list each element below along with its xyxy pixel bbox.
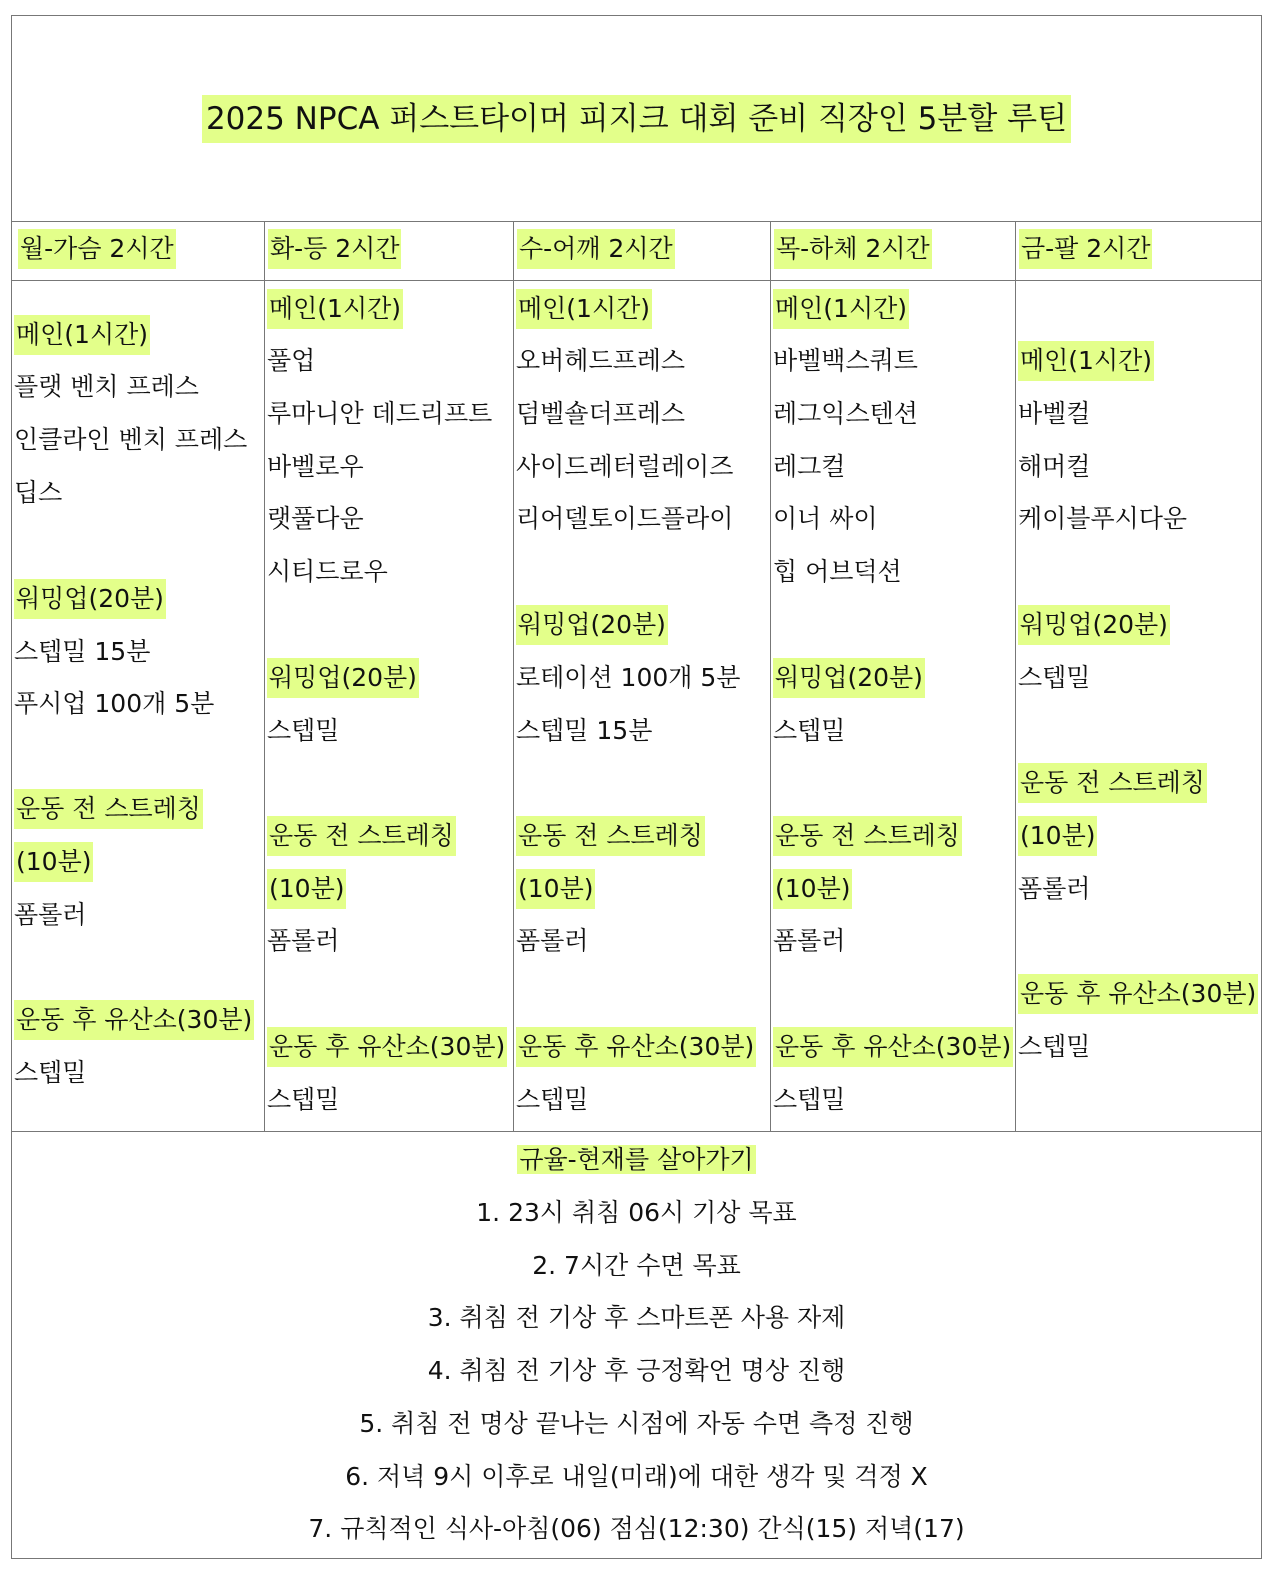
day-column-tue (264, 281, 513, 1131)
exercise-item: 덤벨숄더프레스 (516, 399, 686, 428)
routine-table (11, 15, 1262, 1559)
exercise-item: 오버헤드프레스 (516, 346, 686, 375)
main-title: 메인(1시간) (267, 289, 403, 329)
exercise-item: 이너 싸이 (773, 504, 878, 533)
day-column-thu (770, 281, 1015, 1131)
day-column-mon (12, 281, 264, 1131)
stretch-title: 운동 전 스트레칭 (1018, 763, 1207, 803)
page-title: 2025 NPCA 퍼스트타이머 피지크 대회 준비 직장인 5분할 루틴 (202, 95, 1071, 143)
day-label-thu: 목-하체 2시간 (774, 229, 932, 269)
cardio-title: 운동 후 유산소(30분) (267, 1027, 507, 1067)
rules-title-wrap (12, 1140, 1261, 1180)
header-cell-wed (513, 222, 770, 280)
main-title: 메인(1시간) (773, 289, 909, 329)
exercise-item: 사이드레터럴레이즈 (516, 452, 734, 481)
stretch-item: 폼롤러 (1018, 874, 1091, 903)
cardio-title: 운동 후 유산소(30분) (773, 1027, 1013, 1067)
cardio-item: 스텝밀 (516, 1085, 589, 1114)
rule-item: 7. 규칙적인 식사-아침(06) 점심(12:30) 간식(15) 저녁(17) (308, 1514, 965, 1543)
stretch-duration: (10분) (516, 869, 595, 909)
exercise-item: 시티드로우 (267, 557, 388, 586)
warmup-item: 스텝밀 (1018, 663, 1091, 692)
exercise-item: 루마니안 데드리프트 (267, 399, 493, 428)
warmup-title: 워밍업(20분) (1018, 605, 1170, 645)
rule-item: 2. 7시간 수면 목표 (532, 1251, 741, 1280)
day-header-row (12, 222, 1261, 281)
stretch-title: 운동 전 스트레칭 (267, 816, 456, 856)
header-cell-tue (264, 222, 513, 280)
stretch-item: 폼롤러 (773, 926, 846, 955)
cardio-item: 스텝밀 (14, 1058, 87, 1087)
stretch-item: 폼롤러 (267, 926, 340, 955)
cardio-item: 스텝밀 (267, 1085, 340, 1114)
rule-item: 6. 저녁 9시 이후로 내일(미래)에 대한 생각 및 걱정 X (345, 1462, 928, 1491)
exercise-item: 바벨로우 (267, 452, 364, 481)
stretch-duration: (10분) (773, 869, 852, 909)
warmup-item: 스텝밀 15분 (14, 637, 151, 666)
header-cell-fri (1015, 222, 1261, 280)
cardio-title: 운동 후 유산소(30분) (516, 1027, 756, 1067)
day-label-wed: 수-어깨 2시간 (517, 229, 675, 269)
exercise-item: 힙 어브덕션 (773, 557, 902, 586)
stretch-title: 운동 전 스트레칭 (14, 789, 203, 829)
stretch-duration: (10분) (14, 842, 93, 882)
rule-item: 1. 23시 취침 06시 기상 목표 (476, 1198, 797, 1227)
main-title: 메인(1시간) (1018, 341, 1154, 381)
rules-title: 규율-현재를 살아가기 (519, 1145, 754, 1174)
cardio-item: 스텝밀 (773, 1085, 846, 1114)
exercise-item: 케이블푸시다운 (1018, 504, 1188, 533)
stretch-title: 운동 전 스트레칭 (516, 816, 705, 856)
cardio-title: 운동 후 유산소(30분) (1018, 974, 1258, 1014)
warmup-title: 워밍업(20분) (267, 658, 419, 698)
day-label-mon: 월-가슴 2시간 (18, 229, 176, 269)
exercise-item: 딥스 (14, 478, 63, 507)
warmup-title: 워밍업(20분) (14, 579, 166, 619)
stretch-duration: (10분) (267, 869, 346, 909)
warmup-title: 워밍업(20분) (516, 605, 668, 645)
exercise-item: 풀업 (267, 346, 316, 375)
header-cell-thu (770, 222, 1015, 280)
cardio-title: 운동 후 유산소(30분) (14, 1000, 254, 1040)
stretch-item: 폼롤러 (516, 926, 589, 955)
exercise-item: 레그컬 (773, 452, 846, 481)
day-label-tue: 화-등 2시간 (268, 229, 401, 269)
main-title: 메인(1시간) (14, 315, 150, 355)
day-column-fri (1015, 281, 1261, 1131)
rule-item: 3. 취침 전 기상 후 스마트폰 사용 자제 (427, 1303, 846, 1332)
exercise-item: 인클라인 벤치 프레스 (14, 425, 248, 454)
cardio-item: 스텝밀 (1018, 1032, 1091, 1061)
title-row (12, 16, 1261, 222)
exercise-item: 바벨백스쿼트 (773, 346, 918, 375)
rule-item: 4. 취침 전 기상 후 긍정확언 명상 진행 (427, 1356, 846, 1385)
stretch-item: 폼롤러 (14, 900, 87, 929)
warmup-item: 스텝밀 (773, 716, 846, 745)
rules-section (12, 1132, 1261, 1560)
main-title: 메인(1시간) (516, 289, 652, 329)
day-column-wed (513, 281, 770, 1131)
warmup-title: 워밍업(20분) (773, 658, 925, 698)
rule-item: 5. 취침 전 명상 끝나는 시점에 자동 수면 측정 진행 (359, 1409, 914, 1438)
warmup-item: 푸시업 100개 5분 (14, 689, 215, 718)
exercise-item: 해머컬 (1018, 452, 1091, 481)
routine-body-row (12, 281, 1261, 1132)
exercise-item: 플랫 벤치 프레스 (14, 372, 199, 401)
exercise-item: 바벨컬 (1018, 399, 1091, 428)
header-cell-mon (12, 222, 264, 280)
day-label-fri: 금-팔 2시간 (1019, 229, 1152, 269)
warmup-item: 로테이션 100개 5분 (516, 663, 741, 692)
exercise-item: 레그익스텐션 (773, 399, 918, 428)
warmup-item: 스텝밀 (267, 716, 340, 745)
exercise-item: 랫풀다운 (267, 504, 364, 533)
stretch-duration: (10분) (1018, 816, 1097, 856)
warmup-item: 스텝밀 15분 (516, 716, 653, 745)
stretch-title: 운동 전 스트레칭 (773, 816, 962, 856)
exercise-item: 리어델토이드플라이 (516, 504, 734, 533)
